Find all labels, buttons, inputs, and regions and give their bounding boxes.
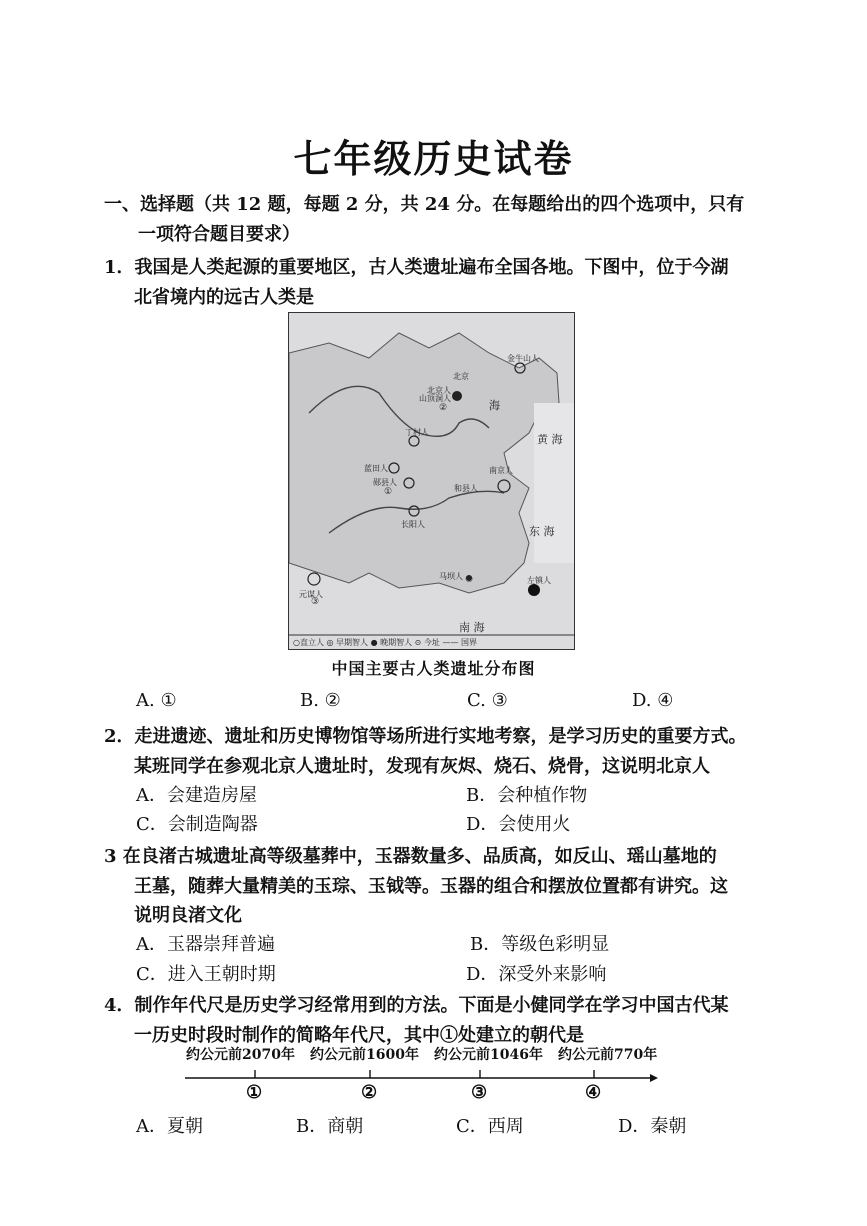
- map-label-lantianren: 蓝田人: [364, 464, 388, 473]
- q3-option-d[interactable]: D．深受外来影响: [466, 964, 607, 985]
- map-marker-2: ②: [439, 403, 448, 413]
- q2-option-a[interactable]: A．会建造房屋: [136, 785, 257, 806]
- timeline-mark-1: ①: [246, 1082, 263, 1103]
- map-label-beijing: 北京: [453, 372, 469, 381]
- map-label-changyangren: 长阳人: [401, 520, 425, 529]
- map-label-yunxianren: 郧县人: [373, 478, 397, 487]
- map-marker-1: ①: [384, 487, 393, 497]
- q4-stem-line2: 一历史时段时制作的简略年代尺，其中①处建立的朝代是: [134, 1025, 584, 1046]
- q3-stem-line2: 王墓，随葬大量精美的玉琮、玉钺等。玉器的组合和摆放位置都有讲究。这: [134, 876, 728, 897]
- timeline-label-2: 约公元前1600年: [310, 1047, 419, 1063]
- map-label-nanhai: 南 海: [459, 621, 485, 634]
- q4-stem-line1: 4．制作年代尺是历史学习经常用到的方法。下面是小健同学在学习中国古代某: [104, 995, 729, 1016]
- q4-option-d[interactable]: D．秦朝: [618, 1116, 687, 1137]
- q4-option-b[interactable]: B．商朝: [296, 1116, 364, 1137]
- timeline-mark-2: ②: [361, 1082, 378, 1103]
- map-label-dingcunren: 丁村人: [405, 428, 429, 437]
- q3-option-a[interactable]: A．玉器崇拜普遍: [136, 934, 275, 955]
- q2-option-d[interactable]: D．会使用火: [466, 814, 571, 835]
- timeline: [180, 1044, 660, 1104]
- q3-stem-line3: 说明良渚文化: [134, 905, 242, 926]
- section-header-line1: 一、选择题（共 12 题，每题 2 分，共 24 分。在每题给出的四个选项中，只有: [104, 194, 745, 215]
- map-label-beijingren: 北京人: [427, 386, 451, 395]
- timeline-mark-4: ④: [585, 1082, 602, 1103]
- q1-option-c[interactable]: C. ③: [467, 690, 508, 711]
- map-label-jinniushanren: 金牛山人: [507, 354, 539, 363]
- section-header-line2: 一项符合题目要求）: [138, 224, 300, 245]
- q4-option-a[interactable]: A．夏朝: [136, 1116, 203, 1137]
- q3-option-c[interactable]: C．进入王朝时期: [136, 964, 276, 985]
- map-label-donghai: 东 海: [529, 525, 555, 538]
- ancient-human-sites-map: [288, 312, 575, 650]
- q1-stem-line2: 北省境内的远古人类是: [134, 287, 314, 308]
- q2-stem-line2: 某班同学在参观北京人遗址时，发现有灰烬、烧石、烧骨，这说明北京人: [134, 756, 710, 777]
- timeline-label-1: 约公元前2070年: [186, 1047, 295, 1063]
- map-marker-4: ④: [465, 575, 474, 585]
- page-title: 七年级历史试卷: [293, 136, 574, 181]
- map-legend: ○直立人 ◎ 早期智人 ● 晚期智人 ⊙ 今址 —— 国界: [293, 638, 477, 647]
- q4-option-c[interactable]: C．西周: [456, 1116, 524, 1137]
- q3-option-b[interactable]: B．等级色彩明显: [470, 934, 610, 955]
- q2-option-c[interactable]: C．会制造陶器: [136, 814, 258, 835]
- map-label-huanghai: 黄 海: [537, 433, 563, 446]
- map-label-hexianren: 和县人: [454, 484, 478, 493]
- timeline-mark-3: ③: [471, 1082, 488, 1103]
- map-label-mabaren: 马坝人: [439, 572, 463, 581]
- map-label-zuozhenren: 左镇人: [527, 576, 551, 585]
- q1-stem-line1: 1．我国是人类起源的重要地区，古人类遗址遍布全国各地。下图中，位于今湖: [104, 257, 729, 278]
- q2-option-b[interactable]: B．会种植作物: [466, 785, 588, 806]
- map-label-yuanmouren: 元谋人: [299, 590, 323, 599]
- q1-option-b[interactable]: B. ②: [300, 690, 341, 711]
- map-caption: 中国主要古人类遗址分布图: [331, 659, 536, 678]
- map-label-nanjingren: 南京人: [489, 466, 513, 475]
- timeline-label-4: 约公元前770年: [558, 1047, 658, 1063]
- map-marker-3: ③: [311, 597, 320, 607]
- map-label-shandingdongren: 山顶洞人: [419, 394, 451, 403]
- q2-stem-line1: 2．走进遗迹、遗址和历史博物馆等场所进行实地考察，是学习历史的重要方式。: [104, 726, 747, 747]
- timeline-label-3: 约公元前1046年: [434, 1047, 543, 1063]
- q3-stem-line1: 3 在良渚古城遗址高等级墓葬中，玉器数量多、品质高，如反山、瑶山墓地的: [104, 846, 717, 867]
- map-label-bohai: 海: [489, 399, 500, 412]
- q1-option-a[interactable]: A. ①: [136, 690, 177, 711]
- q1-option-d[interactable]: D. ④: [632, 690, 674, 711]
